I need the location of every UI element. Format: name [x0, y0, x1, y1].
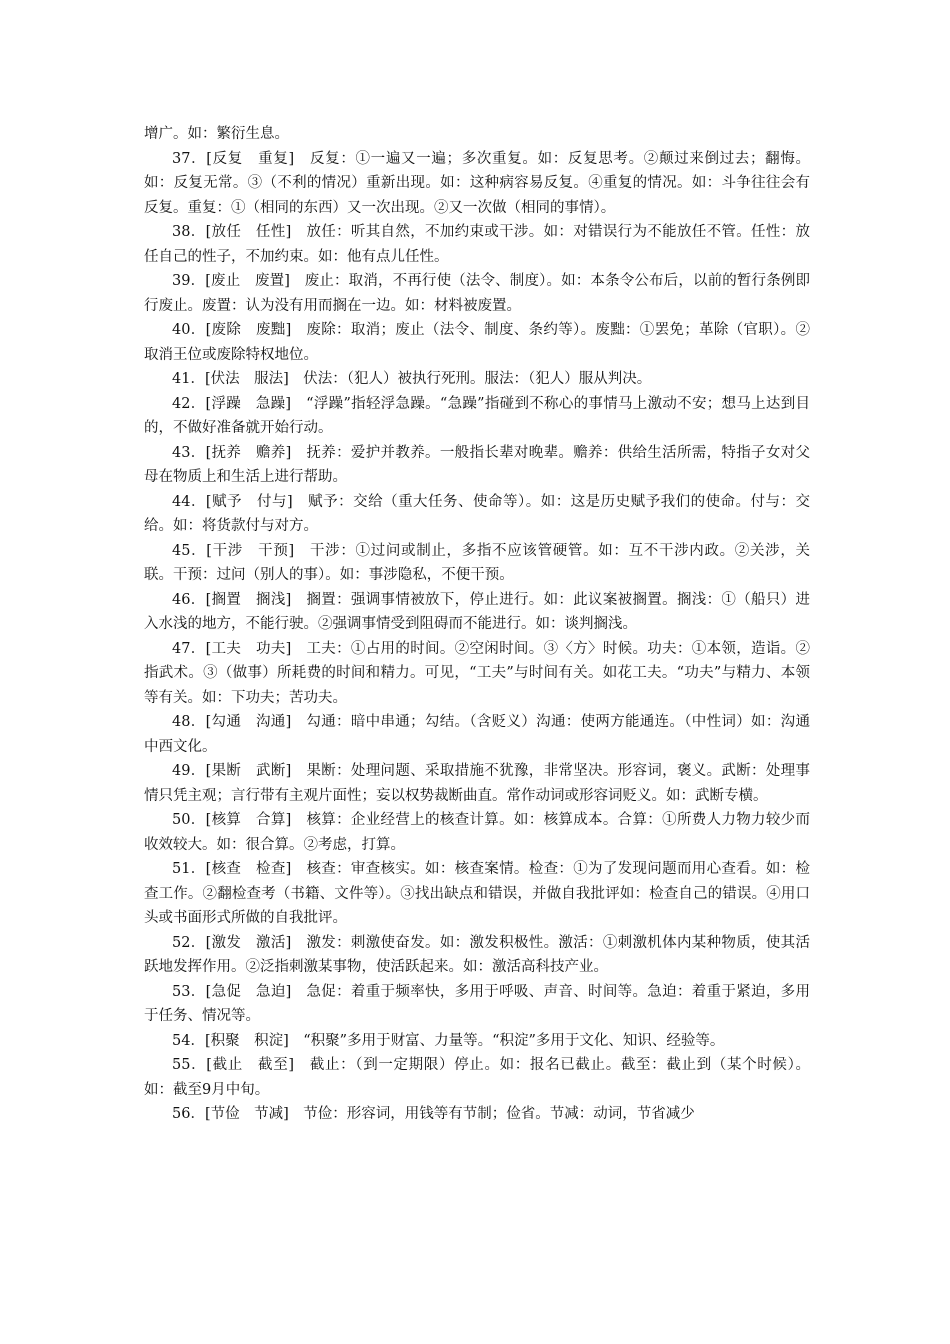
entry-56-paragraph: 56．[节俭 节减] 节俭：形容词，用钱等有节制；俭省。节减：动词，节省减少 [172, 1106, 695, 1122]
entry-53-paragraph: 53．[急促 急迫] 急促：着重于频率快，多用于呼吸、声音、时间等。急迫：着重于紧迫，多用于任务、情况等。 [144, 983, 810, 1024]
paragraph-continuation: 增广。如：繁衍生息。 [144, 126, 289, 142]
entry-38-paragraph: 38．[放任 任性] 放任：听其自然，不加约束或干涉。如：对错误行为不能放任不管。任性：放任自己的性子，不加约束。如：他有点儿任性。 [144, 224, 810, 265]
entry-54-paragraph: 54．[积聚 积淀] “积聚”多用于财富、力量等。“积淀”多用于文化、知识、经验等。 [172, 1032, 725, 1049]
document-page [144, 122, 810, 1127]
entry-48-paragraph: 48．[勾通 沟通] 勾通：暗中串通；勾结。（含贬义）沟通：使两方能通连。（中性词）如：沟通中西文化。 [144, 714, 810, 755]
entry-42-paragraph: 42．[浮躁 急躁] “浮躁”指轻浮急躁。“急躁”指碰到不称心的事情马上激动不安；想马上达到目的，不做好准备就开始行动。 [144, 395, 810, 436]
entry-43-paragraph: 43．[抚养 赡养] 抚养：爱护并教养。一般指长辈对晚辈。赡养：供给生活所需，特指子女对父母在物质上和生活上进行帮助。 [144, 444, 810, 485]
entry-47-paragraph: 47．[工夫 功夫] 工夫：①占用的时间。②空闲时间。③〈方〉时候。功夫：①本领，造诣。②指武术。③（做事）所耗费的时间和精力。可见，“工夫”与时间有关。如花工夫。“功夫”与精力、本领等有关。如：下功夫；苦功夫。 [144, 640, 810, 706]
entry-51-paragraph: 51．[核查 检查] 核查：审查核实。如：核查案情。检查：①为了发现问题而用心查看。如：检查工作。②翻检查考（书籍、文件等）。③找出缺点和错误，并做自我批评如：检查自己的错误。④用口头或书面形式所做的自我批评。 [144, 861, 810, 926]
entry-44-paragraph: 44．[赋予 付与] 赋予：交给（重大任务、使命等）。如：这是历史赋予我们的使命。付与：交给。如：将货款付与对方。 [144, 493, 810, 534]
entry-40-paragraph: 40．[废除 废黜] 废除：取消；废止（法令、制度、条约等）。废黜：①罢免；革除（官职）。②取消王位或废除特权地位。 [144, 322, 810, 363]
entry-52-paragraph: 52．[激发 激活] 激发：刺激使奋发。如：激发积极性。激活：①刺激机体内某种物质，使其活跃地发挥作用。②泛指刺激某事物，使活跃起来。如：激活高科技产业。 [144, 934, 810, 975]
entry-37-paragraph: 37．[反复 重复] 反复：①一遍又一遍；多次重复。如：反复思考。②颠过来倒过去；翻悔。如：反复无常。③（不利的情况）重新出现。如：这种病容易反复。④重复的情况。如：斗争往往会有反复。重复：①（相同的东西）又一次出现。②又一次做（相同的事情）。 [144, 150, 810, 216]
entry-46-paragraph: 46．[搁置 搁浅] 搁置：强调事情被放下，停止进行。如：此议案被搁置。搁浅：①（船只）进入水浅的地方，不能行驶。②强调事情受到阻碍而不能进行。如：谈判搁浅。 [144, 591, 810, 632]
entry-39-paragraph: 39．[废止 废置] 废止：取消，不再行使（法令、制度）。如：本条令公布后，以前的暂行条例即行废止。废置：认为没有用而搁在一边。如：材料被废置。 [144, 273, 810, 314]
entry-41-paragraph: 41．[伏法 服法] 伏法：（犯人）被执行死刑。服法：（犯人）服从判决。 [172, 371, 652, 387]
entry-50-paragraph: 50．[核算 合算] 核算：企业经营上的核查计算。如：核算成本。合算：①所费人力物力较少而收效较大。如：很合算。②考虑，打算。 [144, 812, 810, 853]
entry-45-paragraph: 45．[干涉 干预] 干涉：①过问或制止，多指不应该管硬管。如：互不干涉内政。②关涉，关联。干预：过问（别人的事）。如：事涉隐私，不便干预。 [144, 542, 810, 583]
entry-55-paragraph: 55．[截止 截至] 截止：（到一定期限）停止。如：报名已截止。截至：截止到（某个时候）。如：截至9月中旬。 [144, 1057, 810, 1098]
entry-49-paragraph: 49．[果断 武断] 果断：处理问题、采取措施不犹豫，非常坚决。形容词，褒义。武断：处理事情只凭主观；言行带有主观片面性；妄以权势裁断曲直。常作动词或形容词贬义。如：武断专横。 [144, 763, 810, 804]
